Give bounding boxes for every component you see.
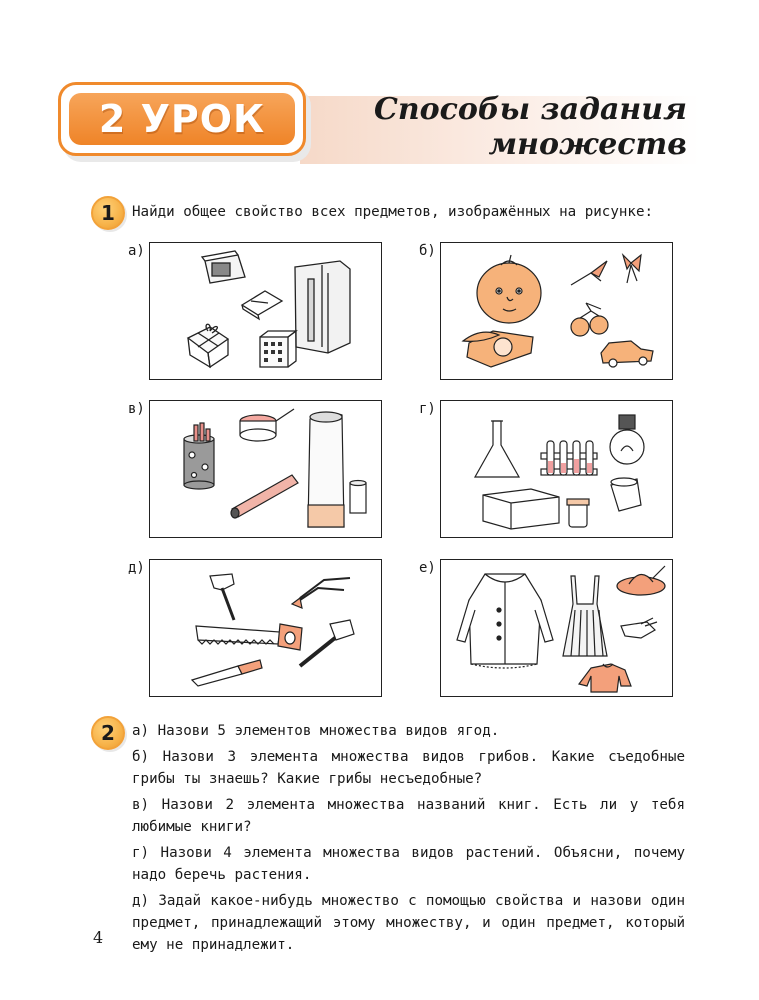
- cylindrical-items-illustration: [150, 401, 380, 536]
- orange-items-illustration: [441, 243, 671, 378]
- lesson-badge: [58, 82, 306, 156]
- task2-item-b: б) Назови 3 элемента множества видов грибов. Какие съедобные грибы ты знаешь? Какие грибы несъедобные?: [132, 749, 685, 787]
- panel-label-e: е): [419, 560, 436, 576]
- task-number-badge: 2: [91, 716, 125, 750]
- panel-label-a: а): [128, 243, 145, 259]
- lesson-title-line2: множеств: [488, 127, 687, 162]
- picture-panel-b: [440, 242, 673, 380]
- task-number-badge: 1: [91, 196, 125, 230]
- picture-panel-e: [440, 559, 673, 697]
- lesson-title: [374, 92, 687, 162]
- lesson-label: 2 УРОК: [69, 93, 295, 145]
- panel-label-b: б): [419, 243, 436, 259]
- page-number: 4: [93, 928, 104, 947]
- picture-panel-a: [149, 242, 382, 380]
- task2-item-a: а) Назови 5 элементов множества видов ягод.: [132, 723, 500, 739]
- household-items-illustration: [150, 243, 380, 378]
- panel-label-g: г): [419, 401, 436, 417]
- task1-prompt: Найди общее свойство всех предметов, изображённых на рисунке:: [132, 204, 654, 220]
- picture-panel-g: [440, 400, 673, 538]
- lesson-title-line1: Способы задания: [373, 92, 687, 127]
- task2-item-v: в) Назови 2 элемента множества названий книг. Есть ли у тебя любимые книги?: [132, 797, 685, 835]
- task2-item-d: д) Задай какое-нибудь множество с помощью свойства и назови один предмет, принадлежащий этому множеству, и один предмет, который ему не принадлежит.: [132, 893, 685, 953]
- picture-panel-v: [149, 400, 382, 538]
- glass-items-illustration: [441, 401, 671, 536]
- panel-label-d: д): [128, 560, 145, 576]
- tools-illustration: [150, 560, 380, 695]
- task2-questions: [132, 720, 685, 960]
- picture-panel-d: [149, 559, 382, 697]
- panel-label-v: в): [128, 401, 145, 417]
- task2-item-g: г) Назови 4 элемента множества видов растений. Объясни, почему надо беречь растения.: [132, 845, 685, 883]
- clothing-illustration: [441, 560, 671, 695]
